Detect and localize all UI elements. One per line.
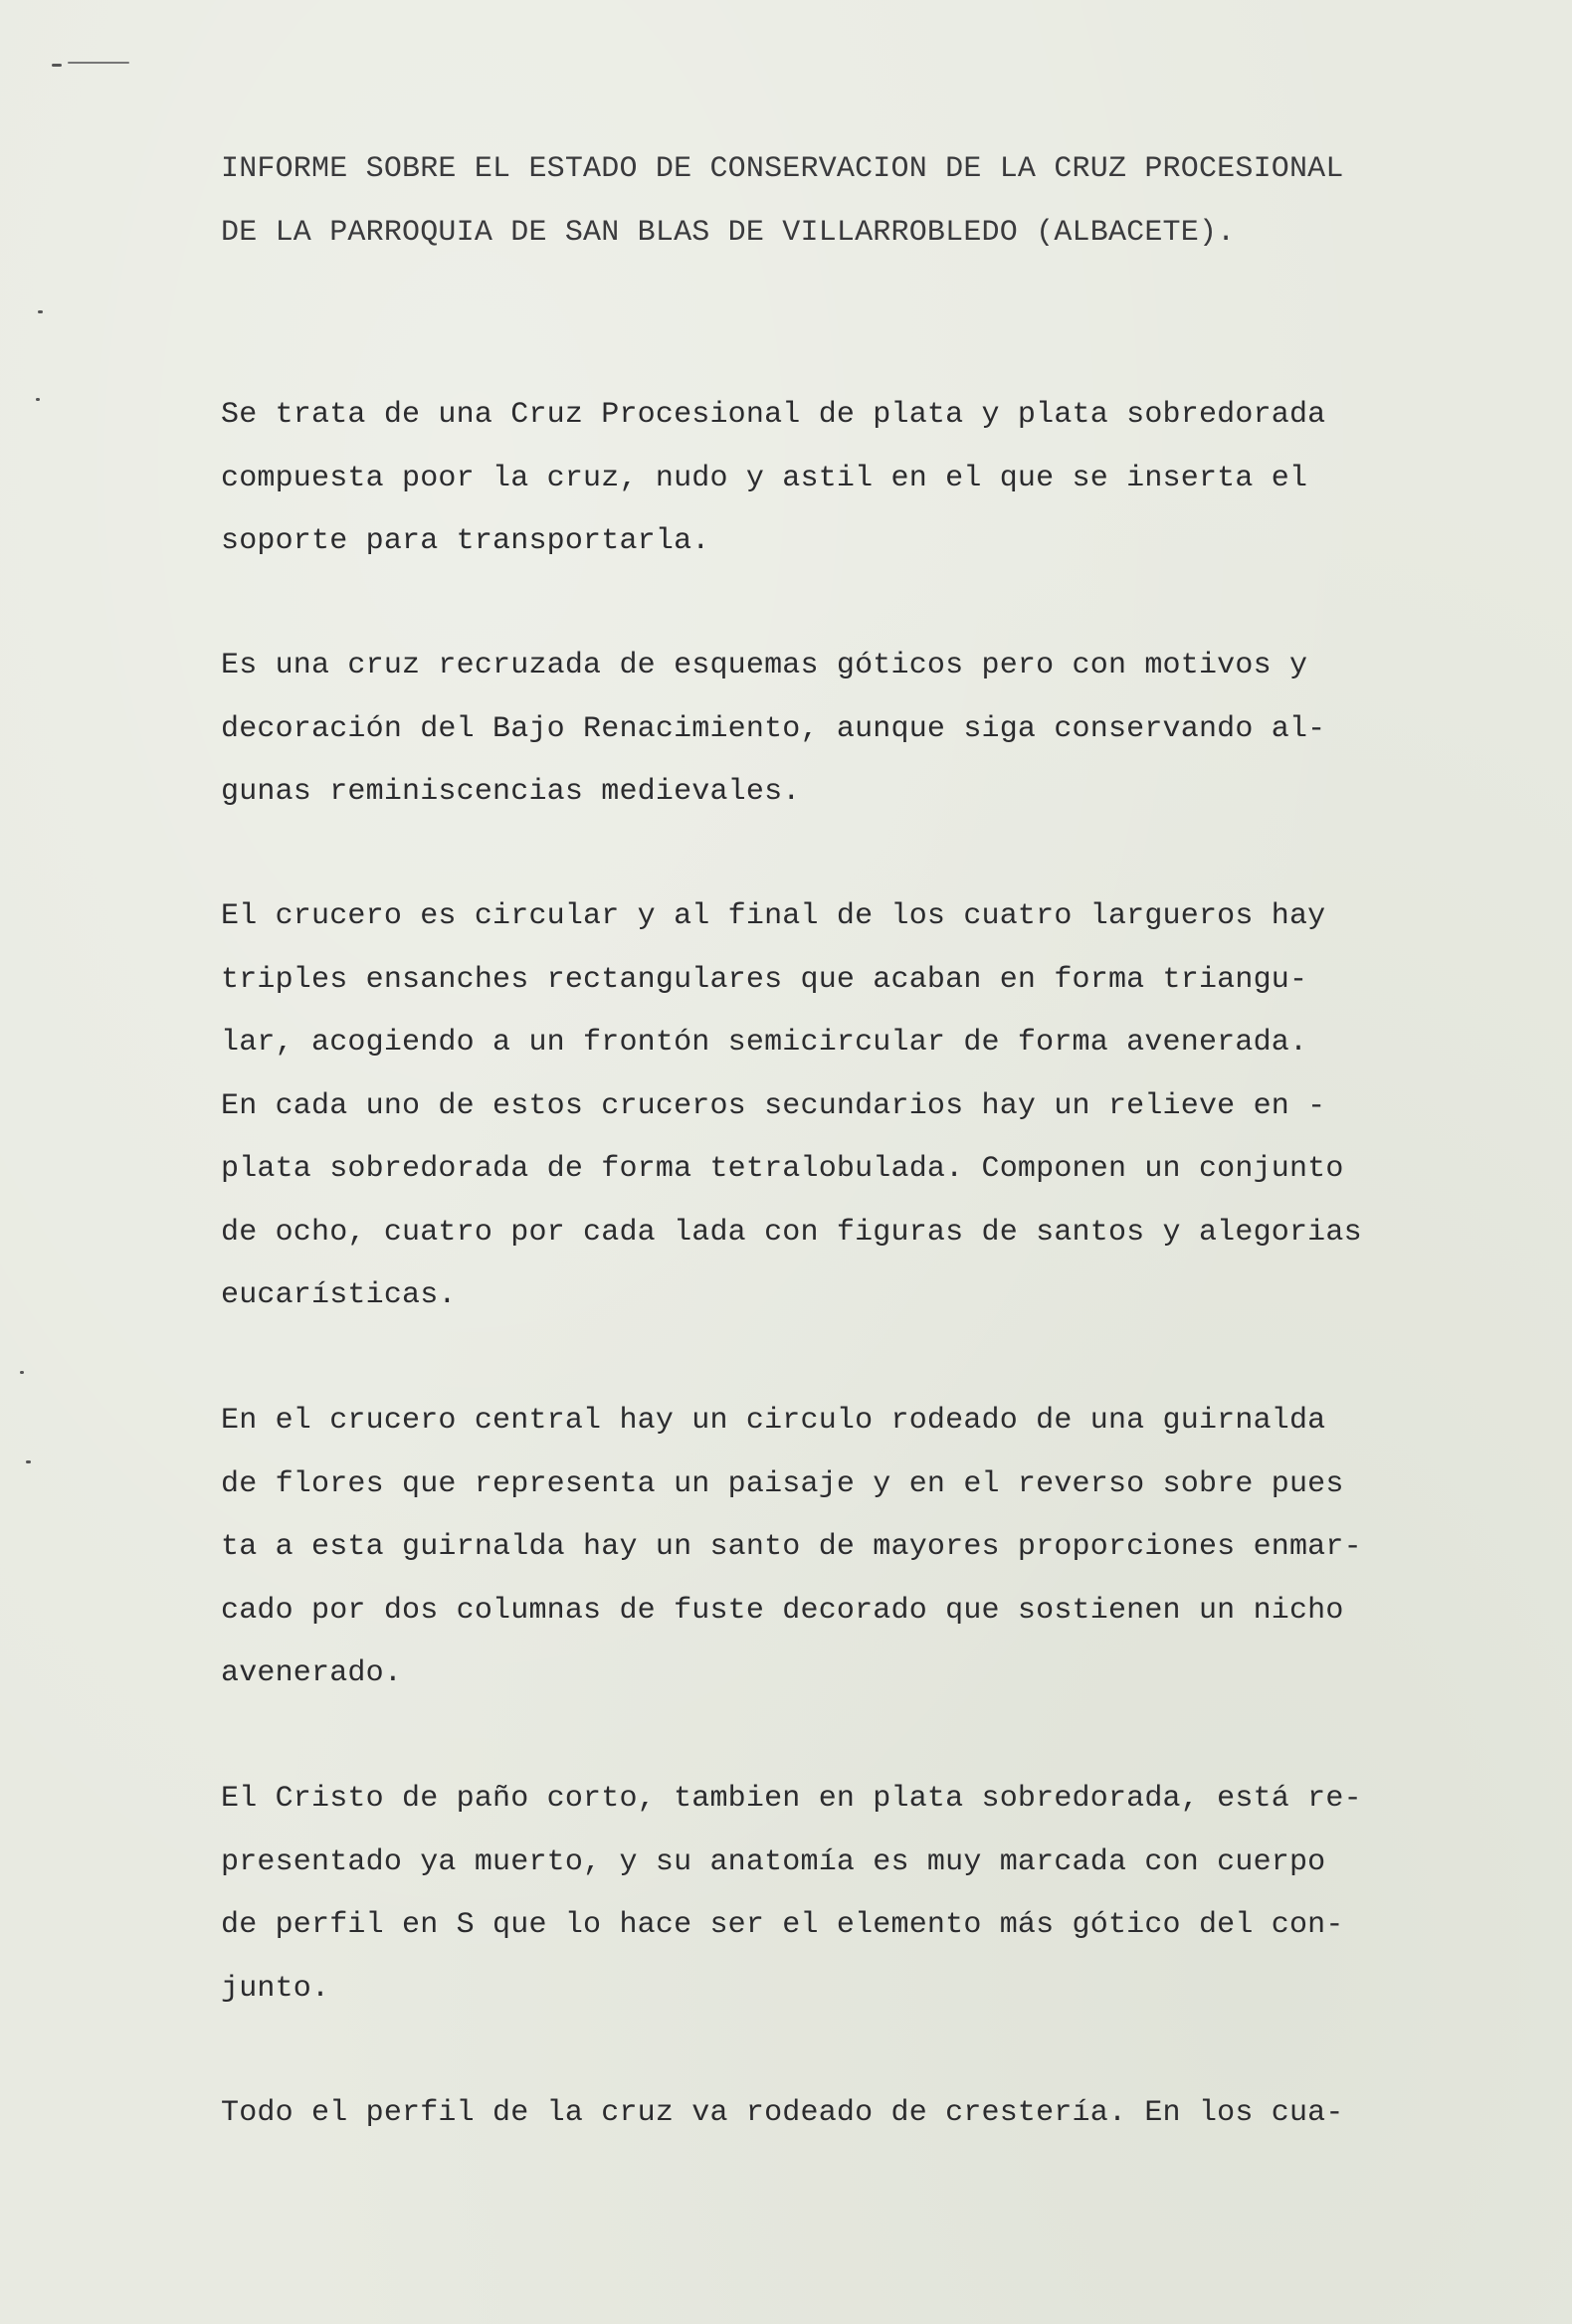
margin-mark-2: [38, 310, 43, 313]
paragraph-6: Todo el perfil de la cruz va rodeado de crestería. En los cua-: [221, 2096, 1344, 2130]
margin-mark-4: [20, 1371, 24, 1374]
paragraph-5: El Cristo de paño corto, tambien en plata sobredorada, está re- presentado ya muerto, y su anatomía es muy marcada con cuerpo de perfil en S que lo hace ser el elemento más gótico del con- junto.: [221, 1782, 1362, 2006]
paragraph-1: Se trata de una Cruz Procesional de plata y plata sobredorada compuesta poor la cruz, nudo y astil en el que se inserta el soporte para transportarla.: [221, 398, 1326, 558]
margin-mark-dash: [68, 62, 129, 64]
margin-mark-top: [52, 64, 62, 67]
paragraph-4: En el crucero central hay un circulo rodeado de una guirnalda de flores que representa un paisaje y en el reverso sobre pues ta a esta guirnalda hay un santo de mayores proporciones enmar- cado por dos columnas de fuste decorado que sostienen un nicho avenerado.: [221, 1404, 1362, 1690]
paragraph-2: Es una cruz recruzada de esquemas góticos pero con motivos y decoración del Bajo Renacimiento, aunque siga conservando al- gunas reminiscencias medievales.: [221, 649, 1326, 809]
margin-mark-5: [26, 1460, 31, 1463]
margin-mark-3: [36, 398, 40, 401]
paragraph-3: El crucero es circular y al final de los cuatro largueros hay triples ensanches rectangulares que acaban en forma triangu- lar, acogiendo a un frontón semicircular de forma avenerada. En cada uno de estos cruceros secundarios hay un relieve en - plata sobredorada de forma tetralobulada. Componen un conjunto de ocho, cuatro por cada lada con figuras de santos y alegorias eucarísticas.: [221, 899, 1362, 1312]
document-title: INFORME SOBRE EL ESTADO DE CONSERVACION DE LA CRUZ PROCESIONAL DE LA PARROQUIA DE SAN BLAS DE VILLARROBLEDO (ALBACETE).: [221, 152, 1344, 250]
